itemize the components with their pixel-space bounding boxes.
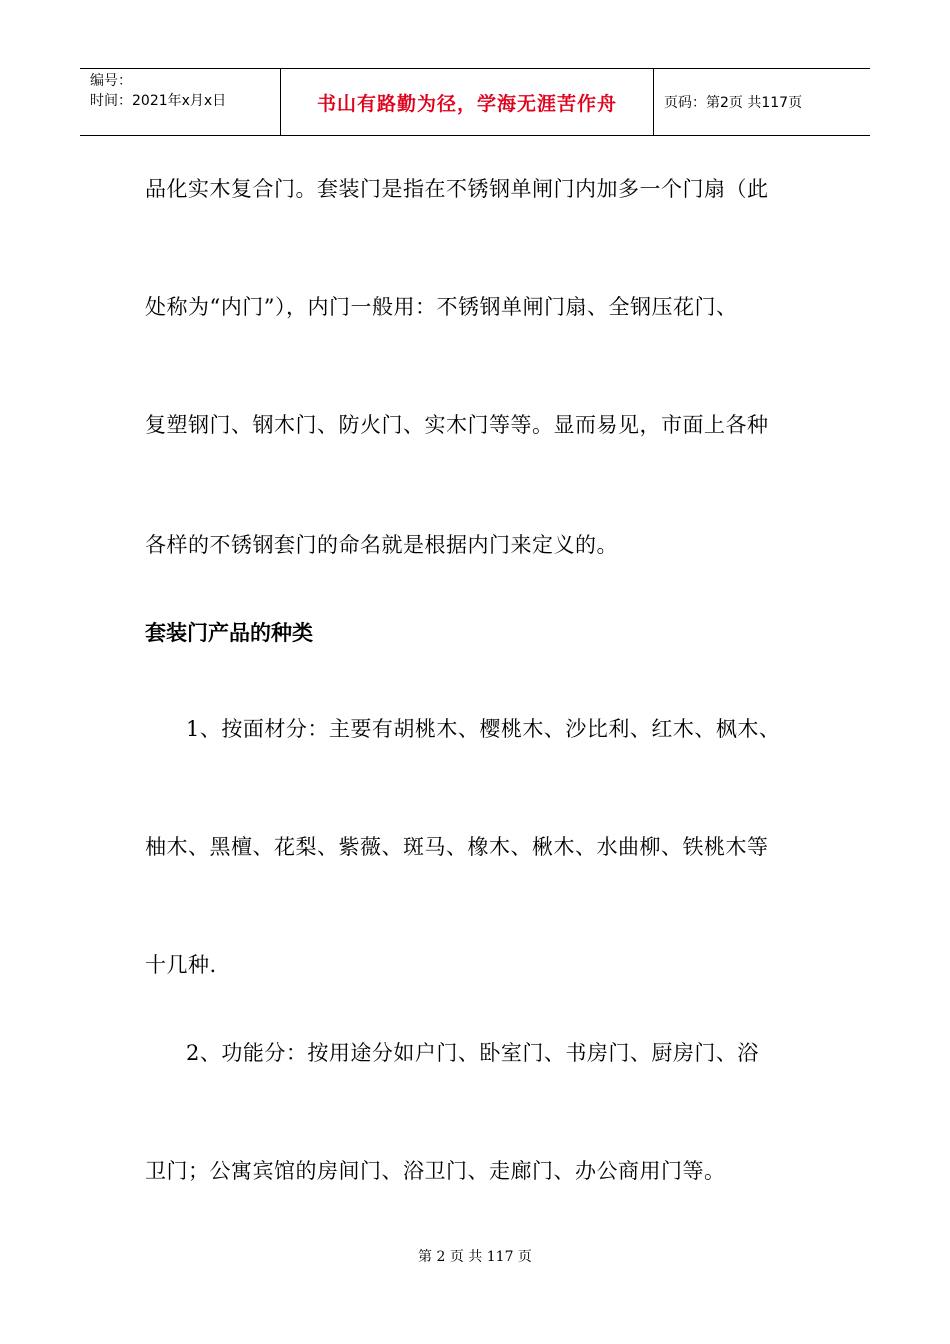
header-meta	[80, 69, 281, 135]
list-item-line: 2、功能分：按用途分如户门、卧室门、书房门、厨房门、浴	[186, 1041, 759, 1065]
header-motto	[281, 69, 654, 135]
header-page-info	[654, 69, 870, 135]
list-item-line: 柚木、黑檀、花梨、紫薇、斑马、橡木、楸木、水曲柳、铁桃木等	[145, 835, 769, 859]
paragraph-line: 处称为“内门”），内门一般用：不锈钢单闸门扇、全钢压花门、	[145, 295, 738, 319]
list-item-line: 1、按面材分：主要有胡桃木、樱桃木、沙比利、红木、枫木、	[186, 717, 781, 741]
list-item-line: 卫门；公寓宾馆的房间门、浴卫门、走廊门、办公商用门等。	[145, 1159, 726, 1183]
list-item-line: 十几种.	[145, 953, 217, 977]
doc-number-label: 编号：	[90, 73, 132, 89]
section-heading: 套装门产品的种类	[145, 621, 313, 645]
page-header	[80, 68, 870, 136]
paragraph-line: 品化实木复合门。套装门是指在不锈钢单闸门内加多一个门扇（此	[145, 177, 769, 201]
page-info-text: 页码：第2页 共117页	[664, 95, 803, 111]
motto-text: 书山有路勤为径，学海无涯苦作舟	[316, 92, 617, 115]
doc-date: 时间：2021年x月x日	[90, 93, 227, 109]
paragraph-line: 复塑钢门、钢木门、防火门、实木门等等。显而易见，市面上各种	[145, 413, 769, 437]
paragraph-line: 各样的不锈钢套门的命名就是根据内门来定义的。	[145, 533, 618, 557]
page-footer: 第 2 页 共 117 页	[418, 1249, 532, 1265]
